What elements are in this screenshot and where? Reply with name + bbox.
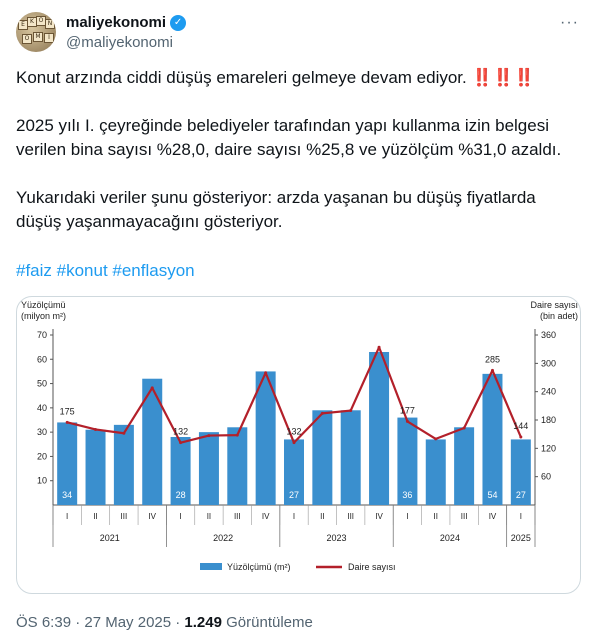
left-tick-label: 10 xyxy=(36,475,47,486)
display-name-text[interactable]: maliyekonomi xyxy=(66,14,167,31)
verified-icon: ✓ xyxy=(170,15,186,31)
line-point xyxy=(264,371,267,374)
line-point xyxy=(519,436,522,439)
avatar[interactable] xyxy=(16,12,56,52)
left-tick-label: 50 xyxy=(36,378,47,389)
bar-value-label: 28 xyxy=(175,490,186,500)
legend-swatch-bar xyxy=(200,563,222,570)
avatar-letter-block: K xyxy=(27,17,37,27)
avatar-letter-block: N xyxy=(45,19,55,29)
x-tick-label: I xyxy=(292,512,296,521)
bar xyxy=(341,410,361,505)
line-point xyxy=(349,409,352,412)
year-label: 2022 xyxy=(213,533,234,543)
year-label: 2024 xyxy=(439,533,460,543)
tweet-text xyxy=(16,66,581,234)
display-name[interactable] xyxy=(66,14,186,31)
line-point xyxy=(122,432,125,435)
right-tick-label: 120 xyxy=(541,443,557,454)
emphasis-marks: ‼️‼️‼️ xyxy=(471,68,535,87)
line-point xyxy=(66,421,69,424)
bar-value-label: 36 xyxy=(402,490,413,500)
bar-value-label: 34 xyxy=(62,490,73,500)
bar xyxy=(227,427,247,505)
line-point xyxy=(406,420,409,423)
more-options-icon[interactable]: ··· xyxy=(560,14,579,31)
line-point xyxy=(151,386,154,389)
bar xyxy=(454,427,474,505)
left-tick-label: 60 xyxy=(36,354,47,365)
year-label: 2021 xyxy=(99,533,120,543)
line-point xyxy=(378,346,381,349)
left-tick-label: 40 xyxy=(36,402,47,413)
x-tick-label: II xyxy=(206,512,212,521)
avatar-letter-block: O xyxy=(36,16,46,26)
x-tick-label: III xyxy=(347,512,355,521)
left-tick-label: 70 xyxy=(36,330,47,340)
x-tick-label: I xyxy=(519,512,522,521)
chart-image[interactable] xyxy=(16,296,581,594)
x-tick-label: II xyxy=(320,512,325,521)
legend-label-line: Daire sayısı xyxy=(348,562,396,572)
bar xyxy=(369,352,389,505)
right-tick-label: 360 xyxy=(541,330,557,340)
x-tick-label: II xyxy=(433,512,438,521)
line-value-label: 144 xyxy=(513,421,529,431)
line-point xyxy=(321,412,324,415)
x-tick-label: I xyxy=(406,512,409,521)
year-label: 2023 xyxy=(326,533,347,543)
bar xyxy=(426,439,446,505)
line-point xyxy=(293,441,296,444)
x-tick-label: IV xyxy=(148,512,157,521)
line-point xyxy=(207,434,210,437)
chart-svg xyxy=(17,297,581,594)
left-tick-label: 20 xyxy=(36,451,47,462)
legend-label-bar: Yüzölçümü (m²) xyxy=(227,562,291,572)
left-axis-title: (milyon m²) xyxy=(21,311,66,321)
bar xyxy=(312,410,332,505)
x-tick-label: III xyxy=(233,512,241,521)
avatar-letter-block: İ xyxy=(44,33,54,43)
line-point xyxy=(179,441,182,444)
bar xyxy=(482,374,502,505)
line-value-label: 285 xyxy=(484,354,500,365)
tweet-line2: 2025 yılı I. çeyreğinde belediyeler tarafından yapı kullanma izin belgesi verilen bina sayısı %28,0, daire sayısı %25,8 ve yüzölçüm %31,0 azaldı. xyxy=(16,116,562,159)
x-tick-label: IV xyxy=(488,512,497,521)
user-handle[interactable]: @maliyekonomi xyxy=(66,34,173,51)
bar-value-label: 27 xyxy=(288,490,300,500)
line-point xyxy=(463,427,466,430)
x-tick-label: I xyxy=(179,512,182,521)
x-tick-label: IV xyxy=(375,512,383,521)
bar xyxy=(114,425,134,505)
avatar-letter-block: E xyxy=(18,20,28,30)
line-point xyxy=(236,434,239,437)
line-value-label: 175 xyxy=(59,406,75,417)
x-tick-label: IV xyxy=(261,512,270,521)
line-value-label: 132 xyxy=(173,426,189,437)
line-value-label: 132 xyxy=(286,426,302,437)
tweet-line1: Konut arzında ciddi düşüş emareleri gelmeye devam ediyor. xyxy=(16,68,467,87)
avatar-letter-block: M xyxy=(33,32,43,42)
bar xyxy=(86,430,106,505)
right-tick-label: 180 xyxy=(541,415,557,425)
timestamp[interactable]: ÖS 6:39 · 27 May 2025 · xyxy=(16,614,185,631)
x-tick-label: III xyxy=(460,512,468,521)
hashtags[interactable]: #faiz #konut #enflasyon xyxy=(16,261,195,280)
line-point xyxy=(491,369,494,372)
right-axis-title: Daire sayısı xyxy=(530,300,578,310)
left-tick-label: 30 xyxy=(36,427,47,438)
view-count: 1.249 xyxy=(184,614,222,631)
bar-value-label: 27 xyxy=(515,490,526,500)
year-label: 2025 xyxy=(510,533,531,543)
x-tick-label: II xyxy=(93,512,98,521)
right-tick-label: 240 xyxy=(541,386,557,397)
right-tick-label: 60 xyxy=(541,471,552,482)
avatar-letter-block: O xyxy=(22,34,32,44)
bar-value-label: 54 xyxy=(487,490,498,500)
bar xyxy=(199,432,219,505)
tweet-line3: Yukarıdaki veriler şunu gösteriyor: arzda yaşanan bu düşüş fiyatlarda düşüş yaşanmayacağını gösteriyor. xyxy=(16,188,541,231)
tweet-footer xyxy=(16,614,313,631)
line-point xyxy=(434,437,437,440)
x-tick-label: I xyxy=(66,512,69,521)
line-point xyxy=(94,428,97,431)
left-axis-title: Yüzölçümü xyxy=(21,300,66,310)
right-tick-label: 300 xyxy=(541,358,557,369)
views-label: Görüntüleme xyxy=(221,614,313,631)
x-tick-label: III xyxy=(120,512,128,521)
line-value-label: 177 xyxy=(399,405,415,416)
right-axis-title: (bin adet) xyxy=(539,311,578,321)
